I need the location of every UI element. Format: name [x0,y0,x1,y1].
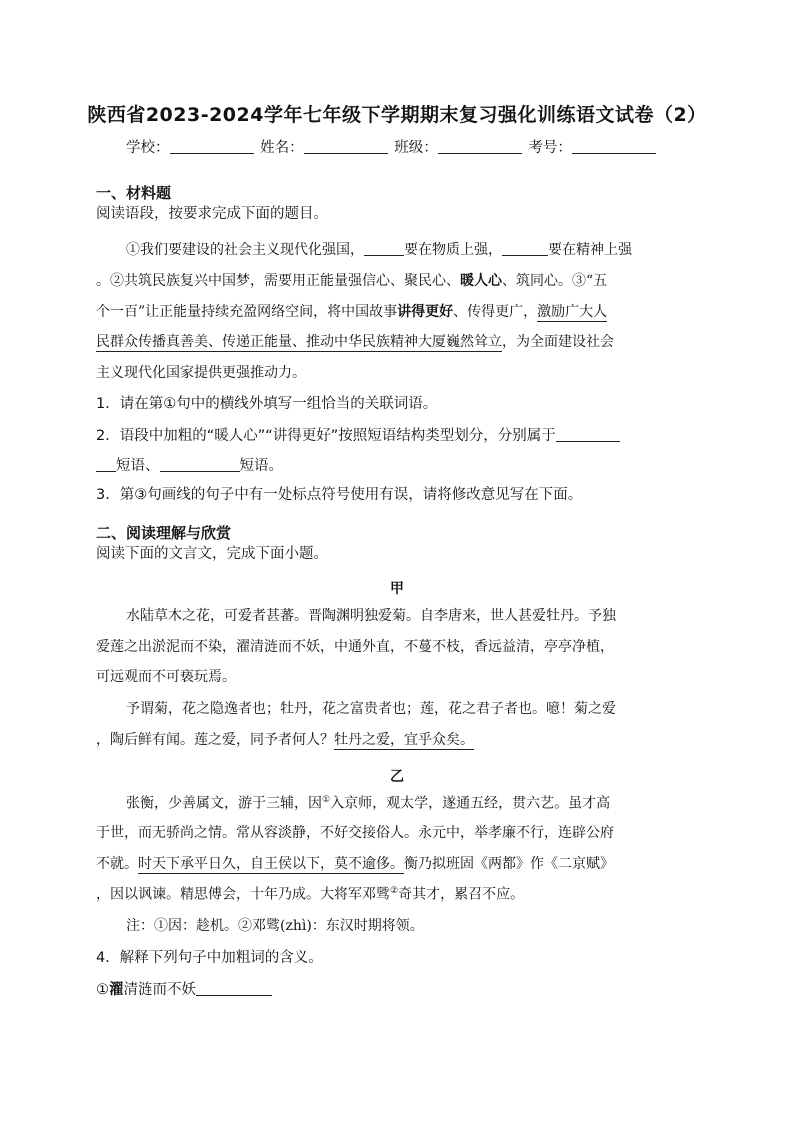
question-4-item-1: ①濯清涟而不妖 [96,982,700,998]
page-title: 陕西省2023-2024学年七年级下学期期末复习强化训练语文试卷（2） [87,104,707,126]
yi-line-4: ，因以讽谏。精思傅会，十年乃成。大将军邓骘②奇其才，累召不应。 [96,886,525,903]
class-label: 班级： [394,140,438,156]
answer-blank-2b[interactable] [160,458,240,472]
section2-heading: 二、阅读理解与欣赏 [96,524,232,542]
yi-line-2: 于世，而无骄尚之情。常从容淡静，不好交接俗人。永元中，举孝廉不行，连辟公府 [96,825,614,841]
bold-phrase-2: 讲得更好 [397,304,454,320]
passage-line-5: 主义现代化国家提供更强推动力。 [96,365,306,381]
jia-line-3: 可远观而不可亵玩焉。 [96,669,236,685]
yi-line-1: 张衡，少善属文，游于三辅，因①入京师，观太学，遂通五经，贯六艺。虽才高 [126,795,611,812]
passage-line-1: ①我们要建设的社会主义现代化强国， 要在物质上强， 要在精神上强 [126,242,632,258]
yi-note: 注：①因：趁机。②邓骘(zhì)：东汉时期将领。 [126,918,424,934]
question-1: 1．请在第①句中的横线外填写一组恰当的关联词语。 [96,396,438,412]
conj-blank-1[interactable] [364,242,404,256]
passage-jia-label: 甲 [390,581,404,597]
jia-line-4: 予谓菊，花之隐逸者也；牡丹，花之富贵者也；莲，花之君子者也。噫！菊之爱 [126,701,616,717]
underlined-sentence-part1: 激励广大人 [537,304,608,320]
yi-underlined-sentence: 时天下承平日久，自王侯以下，莫不逾侈。 [138,856,404,872]
jia-underlined-sentence: 牡丹之爱，宜乎众矣。 [334,732,474,748]
passage-line-4: 民群众传播真善美、传递正能量、推动中华民族精神大厦巍然耸立，为全面建设社会 [96,334,614,350]
question-3: 3．第③句画线的句子中有一处标点符号使用有误，请将修改意见写在下面。 [96,487,583,503]
class-blank[interactable] [438,139,522,154]
passage-line-2: 。②共筑民族复兴中国梦，需要用正能量强信心、聚民心、暖人心、筑同心。③“五 [96,273,608,289]
bold-word-zhuo: 濯 [109,982,124,998]
question-4: 4．解释下列句子中加粗词的含义。 [96,950,323,966]
jia-line-5: ，陶后鲜有闻。莲之爱，同予者何人？牡丹之爱，宜乎众矣。 [96,732,474,748]
answer-blank-2a-cont[interactable] [96,458,116,472]
section2-instruction: 阅读下面的文言文，完成下面小题。 [96,546,328,562]
jia-line-2: 爱莲之出淤泥而不染，濯清涟而不妖，中通外直，不蔓不枝，香远益清，亭亭净植， [96,639,614,655]
answer-blank-2a[interactable] [556,428,620,442]
section1-instruction: 阅读语段，按要求完成下面的题目。 [96,206,328,222]
question-2: 2．语段中加粗的“暖人心”“讲得更好”按照短语结构类型划分，分别属于 [96,428,700,444]
passage-line-3: 个一百”让正能量持续充盈网络空间，将中国故事讲得更好、传得更广，激励广大人 [96,304,608,320]
bold-phrase-1: 暖人心 [460,273,502,289]
conj-blank-2[interactable] [502,242,548,256]
section1-heading: 一、材料题 [96,184,172,202]
school-label: 学校： [126,140,170,156]
passage-yi-label: 乙 [390,769,404,785]
name-label: 姓名： [260,140,304,156]
jia-line-1: 水陆草木之花，可爱者甚蕃。晋陶渊明独爱菊。自李唐来，世人甚爱牡丹。予独 [126,608,616,624]
yi-line-3: 不就。时天下承平日久，自王侯以下，莫不逾侈。衡乃拟班固《两都》作《二京赋》 [96,856,614,872]
number-label: 考号： [528,140,572,156]
underlined-sentence-part2: 民群众传播真善美、传递正能量、推动中华民族精神大厦巍然耸立 [96,334,502,350]
number-blank[interactable] [572,139,656,154]
student-info-row [126,136,658,157]
name-blank[interactable] [304,139,388,154]
answer-blank-4-1[interactable] [196,982,272,996]
question-2-cont: 短语、 短语。 [96,458,700,474]
school-blank[interactable] [170,139,254,154]
